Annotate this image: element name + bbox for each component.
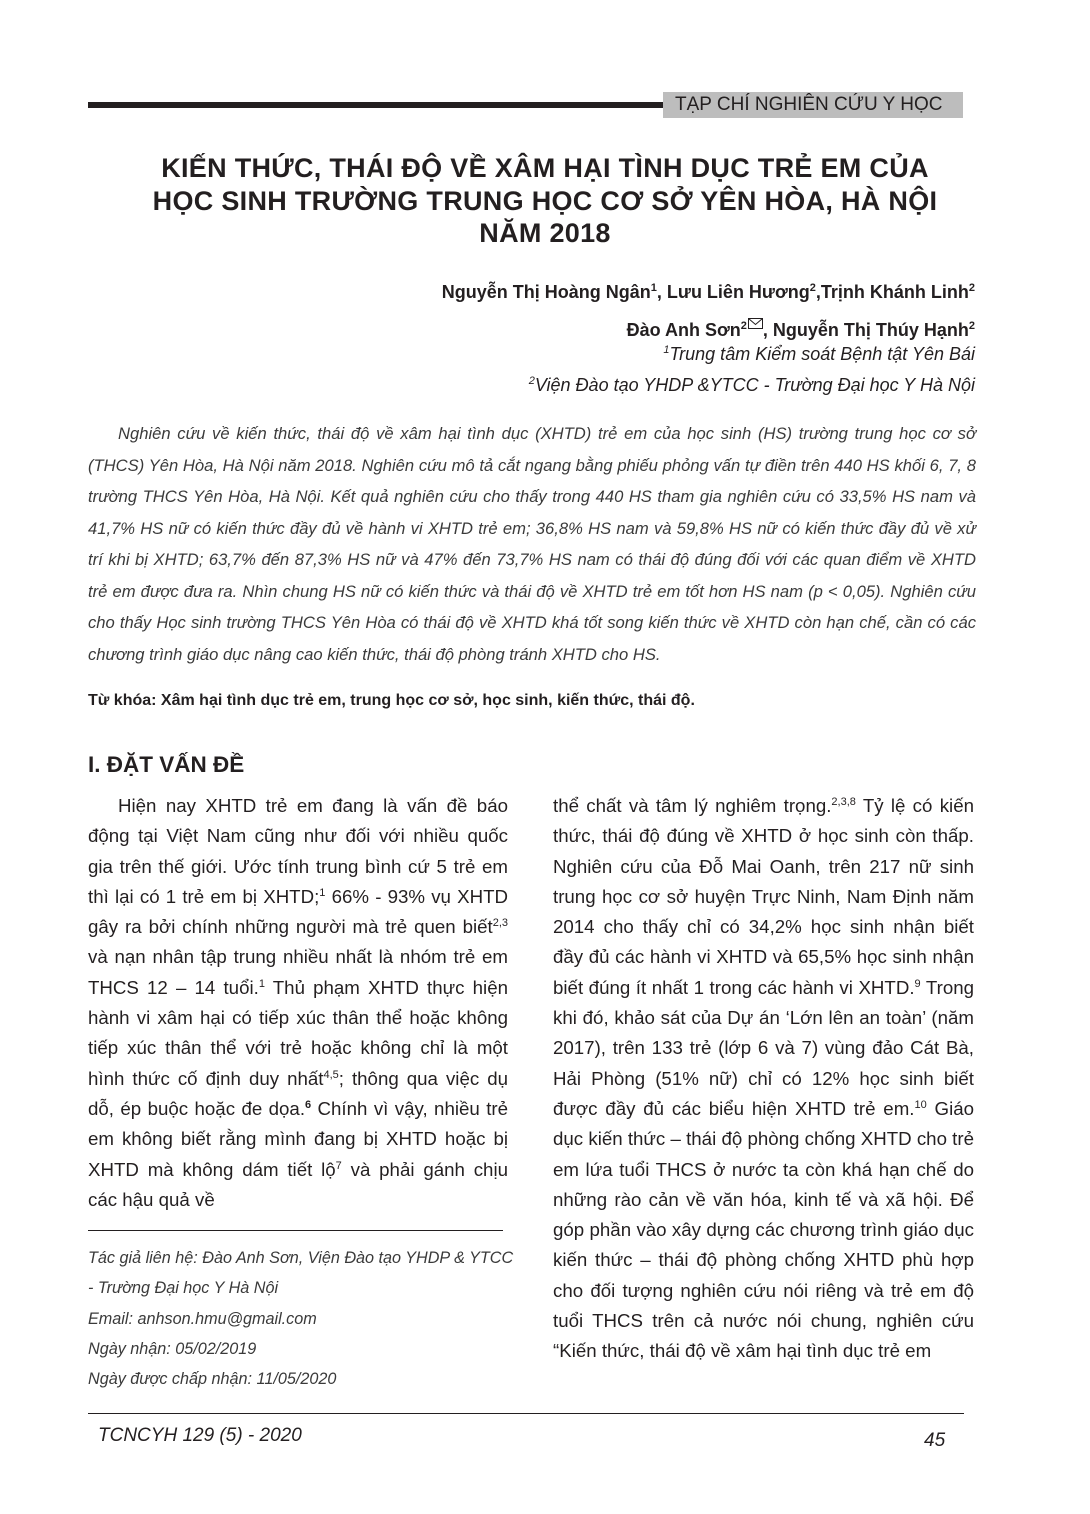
affiliation-mark: 2 (528, 375, 535, 387)
section-heading: I. ĐẶT VẤN ĐỀ (88, 752, 245, 777)
body-text: và nạn nhân tập trung nhiều nhất là nhóm trẻ em THCS 12 – 14 tuổi. (88, 946, 508, 998)
title-line-3: NĂM 2018 (479, 218, 611, 248)
citation-mark: 6 (305, 1098, 312, 1111)
envelope-icon (748, 313, 763, 334)
body-text: Hiện nay XHTD trẻ em đang là vấn đề báo động tại Việt Nam cũng như đối với nhiều quốc gia trên thế giới. Ước tính trung bình cứ 5 trẻ em thì lại có 1 trẻ em bị XHTD; (88, 795, 508, 907)
body-text: Giáo dục kiến thức – thái độ phòng chống XHTD cho trẻ em lứa tuổi THCS ở nước ta còn khá hạn chế do những rào cản về văn hóa, kinh tế và xã hội. Để góp phần vào xây dựng các chương trình giáo dục kiến thức – thái độ phòng chống XHTD phù hợp cho đối tượng nghiên cứu nói riêng và trẻ em độ tuổi THCS trên cả nước nói chung, nghiên cứu “Kiến thức, thái độ về xâm hại tình dục trẻ em (553, 1097, 975, 1362)
body-text: thể chất và tâm lý nghiêm trọng. (553, 795, 832, 816)
citation-mark: 10 (914, 1098, 927, 1111)
footnote-rule (88, 1230, 503, 1231)
journal-name: TẠP CHÍ NGHIÊN CỨU Y HỌC (663, 92, 963, 118)
citation-mark: 7 (335, 1159, 342, 1172)
author-affiliation-mark: 1 (650, 282, 657, 294)
citation-mark: 1 (319, 886, 326, 899)
abstract: Nghiên cứu về kiến thức, thái độ về xâm hại tình dục (XHTD) trẻ em của học sinh (HS) trường trung học cơ sở (THCS) Yên Hòa, Hà Nội năm 2018. Nghiên cứu mô tả cắt ngang bằng phiếu phỏng vấn tự điền trên 440 HS khối 6, 7, 8 trường THCS Yên Hòa, Hà Nội. Kết quả nghiên cứu cho thấy trong 440 HS tham gia nghiên cứu có 33,5% HS nam và 41,7% HS nữ có kiến thức đầy đủ về hành vi XHTD trẻ em; 36,8% HS nam và 59,8% HS nữ có kiến thức đầy đủ về xử trí khi bị XHTD; 63,7% đến 87,3% HS nữ và 47% đến 73,7% HS nam có thái độ đúng đối với các quan điểm về XHTD trẻ em được đưa ra. Nhìn chung HS nữ có kiến thức và thái độ về XHTD trẻ em tốt hơn HS nam (p < 0,05). Nghiên cứu cho thấy Học sinh trường THCS Yên Hòa có thái độ về XHTD khá tốt song kiến thức về XHTD còn hạn chế, cần có các chương trình giáo dục nâng cao kiến thức, thái độ phòng tránh XHTD cho HS. (88, 424, 976, 664)
body-text: và phải gánh chịu các hậu quả về (88, 1158, 508, 1210)
keywords: Từ khóa: Xâm hại tình dục trẻ em, trung học cơ sở, học sinh, kiến thức, thái độ. (88, 692, 695, 709)
citation-mark: 9 (914, 977, 921, 990)
footer-rule (88, 1413, 964, 1414)
citation-mark: 2,3,8 (831, 795, 856, 808)
page-number: 45 (924, 1430, 946, 1451)
body-text: Trong khi đó, khảo sát của Dự án ‘Lớn lên an toàn’ (năm 2017), trên 133 trẻ (lớp 6 và 7) vùng đảo Cát Bà, Hải Phòng (51% nữ) chỉ có 12% học sinh biết được đầy đủ các biểu hiện XHTD trẻ em. (553, 976, 974, 1119)
author-name: ,Trịnh Khánh Linh (815, 282, 969, 302)
author-affiliation-mark: 2 (740, 320, 747, 332)
body-text: ; thông qua việc dụ dỗ, ép buộc hoặc đe dọa. (88, 1067, 508, 1119)
author-affiliation-mark: 2 (968, 282, 975, 294)
author-name: , Lưu Liên Hương (656, 282, 810, 302)
author-list-line-1 (442, 282, 975, 303)
body-column-left (88, 791, 508, 1215)
article-title (60, 152, 1030, 250)
author-affiliation-mark: 2 (968, 320, 975, 332)
affiliation-2 (529, 375, 975, 396)
citation-mark: 1 (258, 977, 265, 990)
received-date: Ngày nhận: 05/02/2019 (88, 1339, 257, 1358)
body-text: 66% - 93% vụ XHTD gây ra bởi chính những người mà trẻ quen biết (88, 885, 508, 938)
affiliation-1 (663, 344, 975, 365)
affiliation-text: Viện Đào tạo YHDP &YTCC - Trường Đại học Y Hà Nội (534, 375, 975, 395)
author-list-line-2 (627, 313, 975, 341)
citation-mark: 2,3 (492, 916, 508, 929)
body-column-right (553, 791, 974, 1367)
accepted-date: Ngày được chấp nhận: 11/05/2020 (88, 1370, 337, 1389)
body-text: Chính vì vậy, nhiều trẻ em không biết rằng mình đang bị XHTD hoặc bị XHTD mà không dám tiết lộ (88, 1097, 508, 1180)
author-name: Nguyễn Thị Hoàng Ngân (441, 282, 651, 302)
contact-line: Tác giả liên hệ: Đào Anh Sơn, Viện Đào tạo YHDP & YTCC - Trường Đại học Y Hà Nội (88, 1249, 514, 1298)
body-text: Thủ phạm XHTD thực hiện hành vi xâm hại có tiếp xúc thân thể hoặc không tiếp xúc thân thể với trẻ hoặc không chỉ là một hình thức cố định duy nhất (88, 976, 508, 1089)
title-line-1: KIẾN THỨC, THÁI ĐỘ VỀ XÂM HẠI TÌNH DỤC TRẺ EM CỦA (161, 153, 929, 183)
body-text: Tỷ lệ có kiến thức, thái độ đúng về XHTD ở học sinh còn thấp. Nghiên cứu của Đỗ Mai Oanh, trên 217 nữ sinh trung học cơ sở huyện Trực Ninh, Nam Định năm 2014 cho thấy chỉ có 34,2% học sinh nhận biết đầy đủ các hành vi XHTD và 65,5% học sinh nhận biết đúng ít nhất 1 trong các hành vi XHTD. (553, 795, 974, 998)
author-name: Đào Anh Sơn (626, 320, 741, 340)
author-affiliation-mark: 2 (809, 282, 816, 294)
affiliation-mark: 1 (663, 344, 670, 356)
title-line-2: HỌC SINH TRƯỜNG TRUNG HỌC CƠ SỞ YÊN HÒA, HÀ NỘI (152, 185, 938, 216)
citation-mark: 4,5 (323, 1068, 339, 1081)
affiliation-text: Trung tâm Kiểm soát Bệnh tật Yên Bái (669, 344, 975, 364)
corresponding-author-note (88, 1243, 518, 1394)
header-rule (88, 102, 668, 108)
email-line: Email: anhson.hmu@gmail.com (88, 1309, 317, 1328)
footer-journal-issue: TCNCYH 129 (5) - 2020 (98, 1425, 302, 1446)
author-name: , Nguyễn Thị Thúy Hạnh (762, 320, 969, 340)
